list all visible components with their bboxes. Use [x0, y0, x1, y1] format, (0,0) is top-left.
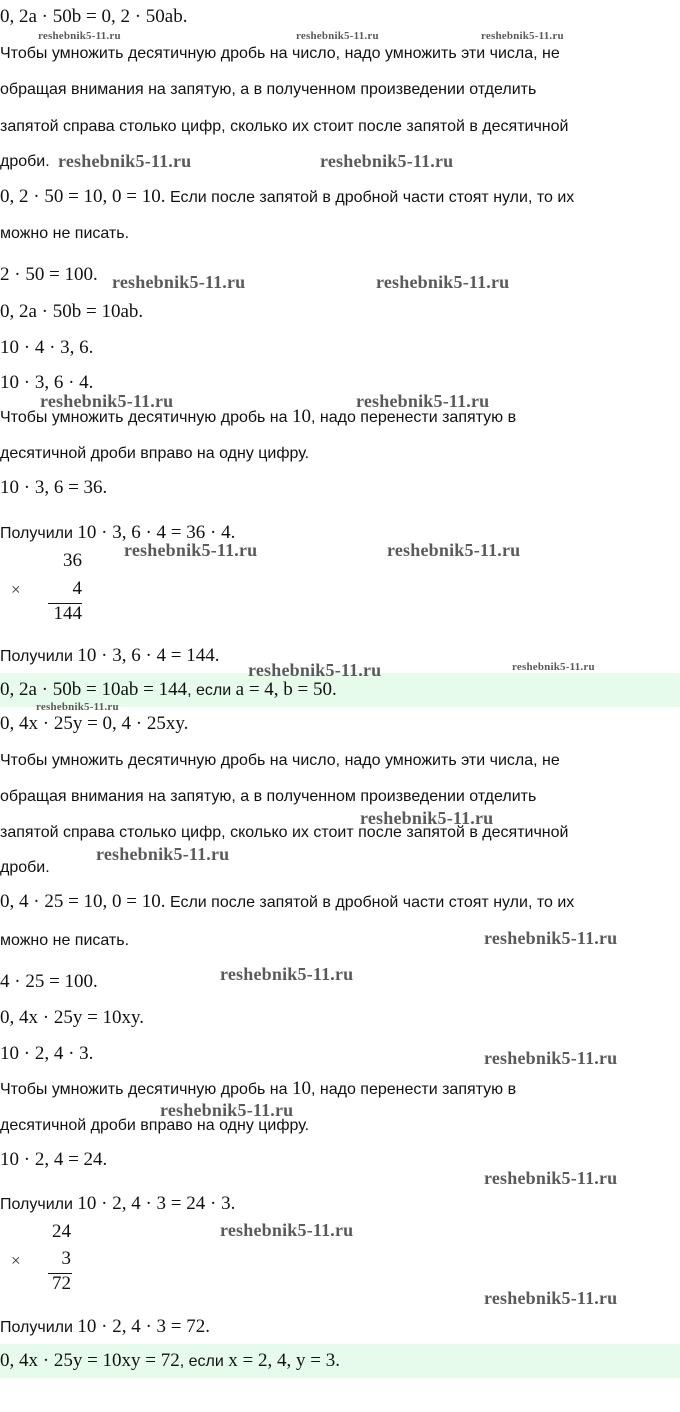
- result-expr-b1: 10 · 2, 4 · 3 = 24 · 3.: [77, 1193, 236, 1214]
- watermark: reshebnik5-11.ru: [40, 391, 174, 411]
- zeros-note-a-line1: Если после запятой в дробной части стоят нули, то их: [165, 189, 575, 206]
- rule-text-a-line1: Чтобы умножить десятичную дробь на число, надо умножить эти числа, не: [0, 45, 560, 62]
- watermark: reshebnik5-11.ru: [220, 964, 354, 984]
- watermark: reshebnik5-11.ru: [356, 391, 490, 411]
- watermark: reshebnik5-11.ru: [484, 1168, 618, 1188]
- rule2-a-num: 10: [291, 406, 311, 427]
- result-line-b1: [0, 1193, 235, 1216]
- result-label-a2: Получили: [0, 648, 78, 665]
- result-expr-b2: 10 · 2, 4 · 3 = 72.: [77, 1316, 210, 1337]
- watermark: reshebnik5-11.ru: [296, 30, 379, 42]
- final-expr-b: 0, 4x · 25y = 10xy = 72: [0, 1350, 180, 1371]
- rule2-text-b-line1: [0, 1078, 516, 1101]
- rule2-text-b-line2: десятичной дроби вправо на одну цифру.: [0, 1117, 310, 1134]
- final-if-a: , если: [187, 682, 236, 699]
- rule2-b-post: , надо перенести запятую в: [310, 1081, 517, 1098]
- mult-b-result: 72: [52, 1273, 71, 1294]
- mult-a-top: 36: [63, 550, 82, 571]
- result-label-a1: Получили: [0, 525, 78, 542]
- mult-b-bottom: 3: [61, 1248, 71, 1269]
- result-line-a2: [0, 645, 220, 668]
- watermark: reshebnik5-11.ru: [376, 272, 510, 292]
- watermark: reshebnik5-11.ru: [220, 1220, 354, 1240]
- mult-a-sign: ×: [11, 580, 21, 599]
- watermark: reshebnik5-11.ru: [36, 701, 119, 713]
- final-cond-b: x = 2, 4, y = 3.: [228, 1350, 340, 1371]
- equation-a1: 0, 2a · 50b = 0, 2 · 50ab.: [0, 6, 188, 27]
- zeros-note-b-line2: можно не писать.: [0, 932, 130, 949]
- equation-a3: 2 · 50 = 100.: [0, 264, 98, 285]
- zeros-note-a: [0, 186, 574, 209]
- mult-b-sign: ×: [11, 1251, 21, 1270]
- rule-text-b-line4: дроби.: [0, 859, 50, 876]
- equation-b4: 0, 4x · 25y = 10xy.: [0, 1007, 145, 1028]
- result-label-b2: Получили: [0, 1319, 78, 1336]
- final-cond-a: a = 4, b = 50.: [235, 679, 337, 700]
- rule-text-a-line2: обращая внимания на запятую, а в полученном произведении отделить: [0, 81, 537, 98]
- mult-a-bottom: 4: [72, 578, 82, 599]
- rule2-text-a-line2: десятичной дроби вправо на одну цифру.: [0, 445, 310, 462]
- final-answer-a: [0, 679, 337, 702]
- zeros-note-b-line1: Если после запятой в дробной части стоят нули, то их: [165, 894, 575, 911]
- result-label-b1: Получили: [0, 1196, 78, 1213]
- watermark: reshebnik5-11.ru: [387, 540, 521, 560]
- rule2-a-pre: Чтобы умножить десятичную дробь на: [0, 409, 292, 426]
- equation-a6: 10 · 3, 6 · 4.: [0, 372, 94, 393]
- watermark: reshebnik5-11.ru: [124, 540, 258, 560]
- watermark: reshebnik5-11.ru: [112, 272, 246, 292]
- mult-a-result: 144: [53, 603, 82, 624]
- equation-a5: 10 · 4 · 3, 6.: [0, 337, 94, 358]
- zeros-note-b: [0, 891, 574, 914]
- equation-a7: 10 · 3, 6 = 36.: [0, 477, 108, 498]
- watermark: reshebnik5-11.ru: [320, 151, 454, 171]
- result-expr-a2: 10 · 3, 6 · 4 = 144.: [77, 645, 220, 666]
- final-expr-a: 0, 2a · 50b = 10ab = 144: [0, 679, 188, 700]
- watermark: reshebnik5-11.ru: [160, 1100, 294, 1120]
- watermark: reshebnik5-11.ru: [484, 1048, 618, 1068]
- watermark: reshebnik5-11.ru: [58, 151, 192, 171]
- final-answer-b: [0, 1350, 340, 1373]
- rule-text-b-line1: Чтобы умножить десятичную дробь на число, надо умножить эти числа, не: [0, 752, 560, 769]
- watermark: reshebnik5-11.ru: [481, 30, 564, 42]
- equation-a4: 0, 2a · 50b = 10ab.: [0, 301, 144, 322]
- rule2-a-post: , надо перенести запятую в: [310, 409, 517, 426]
- rule-text-a-line3: запятой справа столько цифр, сколько их стоит после запятой в десятичной: [0, 118, 569, 135]
- equation-b5: 10 · 2, 4 · 3.: [0, 1043, 94, 1064]
- rule-text-b-line3: запятой справа столько цифр, сколько их стоит после запятой в десятичной: [0, 824, 569, 841]
- watermark: reshebnik5-11.ru: [248, 660, 382, 680]
- watermark: reshebnik5-11.ru: [360, 808, 494, 828]
- watermark: reshebnik5-11.ru: [484, 928, 618, 948]
- mult-b-top: 24: [52, 1221, 71, 1242]
- zeros-note-a-line2: можно не писать.: [0, 225, 130, 242]
- final-if-b: , если: [179, 1353, 229, 1370]
- equation-b2: 0, 4 · 25 = 10, 0 = 10.: [0, 891, 166, 912]
- equation-b1: 0, 4x · 25y = 0, 4 · 25xy.: [0, 713, 189, 734]
- watermark: reshebnik5-11.ru: [484, 1288, 618, 1308]
- watermark: reshebnik5-11.ru: [512, 661, 595, 673]
- result-expr-a1: 10 · 3, 6 · 4 = 36 · 4.: [77, 522, 236, 543]
- equation-a2: 0, 2 · 50 = 10, 0 = 10.: [0, 186, 166, 207]
- rule-text-b-line2: обращая внимания на запятую, а в полученном произведении отделить: [0, 788, 537, 805]
- watermark: reshebnik5-11.ru: [96, 844, 230, 864]
- rule2-b-pre: Чтобы умножить десятичную дробь на: [0, 1081, 292, 1098]
- equation-b6: 10 · 2, 4 = 24.: [0, 1149, 108, 1170]
- equation-b3: 4 · 25 = 100.: [0, 971, 98, 992]
- watermark: reshebnik5-11.ru: [38, 30, 121, 42]
- rule2-b-num: 10: [291, 1078, 311, 1099]
- rule-text-a-line4: дроби.: [0, 153, 50, 170]
- result-line-b2: [0, 1316, 210, 1339]
